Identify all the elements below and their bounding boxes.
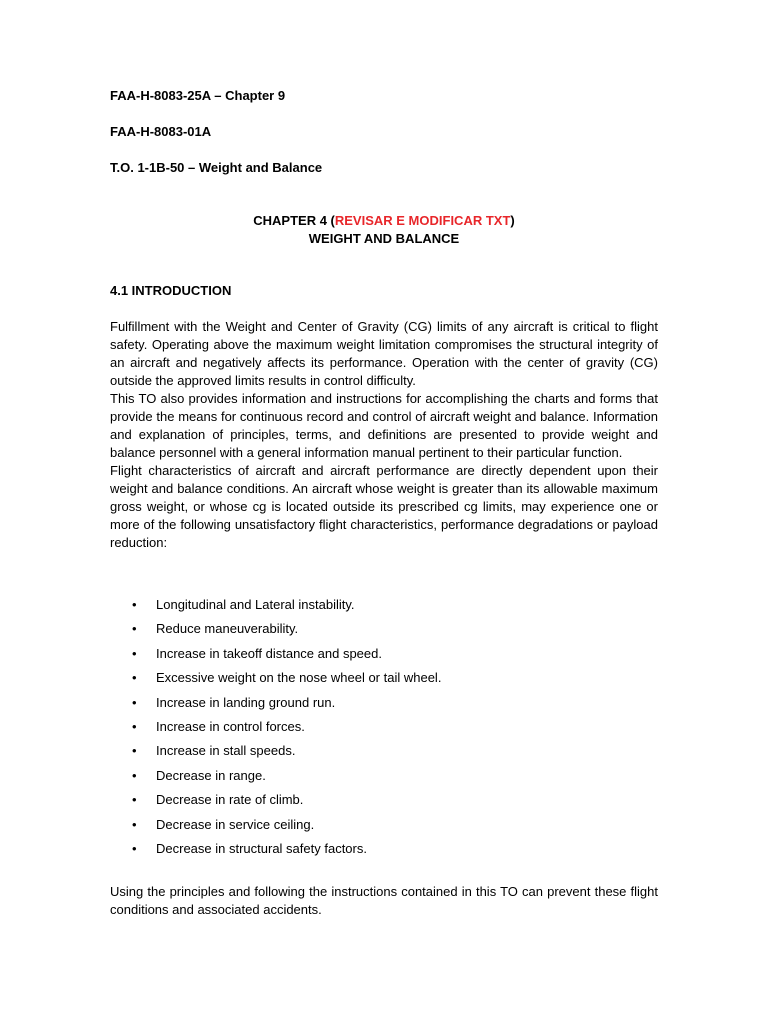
list-item-text: Reduce maneuverability. <box>156 621 299 637</box>
list-item-text: Increase in stall speeds. <box>156 743 296 759</box>
list-item-text: Decrease in structural safety factors. <box>156 840 367 856</box>
paragraph: Fulfillment with the Weight and Center of Gravity (CG) limits of any aircraft is critical to flight safety. Operating above the maximum weight limitation compromises the structural integrity of an aircraft and negatively affects its performance. Operation with the center of gravity (CG) outside the approved limits results in control difficulty. <box>110 319 658 388</box>
list-item-text: Excessive weight on the nose wheel or tail wheel. <box>156 670 442 686</box>
bullet-icon: • <box>132 597 137 612</box>
list-item <box>132 742 441 766</box>
reference-faa-h-8083-25a: FAA-H-8083-25A – Chapter 9 <box>110 88 286 103</box>
list-item-text: Increase in landing ground run. <box>156 694 336 710</box>
list-item <box>132 669 441 693</box>
reference-to-1-1b-50: T.O. 1-1B-50 – Weight and Balance <box>110 160 323 175</box>
list-item-text: Decrease in service ceiling. <box>156 816 315 832</box>
section-title: 4.1 INTRODUCTION <box>110 283 232 298</box>
list-item-text: Decrease in range. <box>156 767 266 783</box>
chapter-heading <box>110 213 658 228</box>
list-item <box>132 816 441 840</box>
paragraph: This TO also provides information and instructions for accomplishing the charts and forms that provide the means for continuous record and control of aircraft weight and balance. Information and explanation of principles, terms, and definitions are presented to provide weight and balance personnel with a general information manual pertinent to their particular function. <box>110 391 658 460</box>
list-item-text: Longitudinal and Lateral instability. <box>156 597 355 612</box>
reference-faa-h-8083-01a: FAA-H-8083-01A <box>110 124 212 139</box>
introduction-body <box>110 318 658 552</box>
bullet-icon: • <box>132 792 137 808</box>
chapter-title: WEIGHT AND BALANCE <box>308 231 460 246</box>
chapter-suffix: ) <box>510 213 515 228</box>
list-item <box>132 840 441 864</box>
bullet-icon: • <box>132 718 137 734</box>
list-item-text: Increase in control forces. <box>156 718 305 734</box>
bullet-icon: • <box>132 694 137 710</box>
bullet-icon: • <box>132 767 137 783</box>
effects-list <box>132 596 441 864</box>
bullet-icon: • <box>132 670 137 686</box>
list-item-text: Decrease in rate of climb. <box>156 792 304 808</box>
list-item <box>132 791 441 815</box>
bullet-icon: • <box>132 621 137 637</box>
bullet-icon: • <box>132 840 137 856</box>
paragraph: Flight characteristics of aircraft and aircraft performance are directly dependent upon their weight and balance conditions. An aircraft whose weight is greater than its allowable maximum gross weight, or whose cg is located outside its prescribed cg limits, may experience one or more of the following unsatisfactory flight characteristics, performance degradations or payload reduction: <box>110 463 658 550</box>
list-item <box>132 767 441 791</box>
list-item <box>132 694 441 718</box>
closing-paragraph: Using the principles and following the instructions contained in this TO can prevent these flight conditions and associated accidents. <box>110 884 658 917</box>
list-item <box>132 718 441 742</box>
bullet-icon: • <box>132 645 137 661</box>
list-item <box>132 645 441 669</box>
list-item <box>132 596 441 620</box>
chapter-revision-note: REVISAR E MODIFICAR TXT <box>334 213 511 228</box>
bullet-icon: • <box>132 743 137 759</box>
chapter-prefix: CHAPTER 4 ( <box>253 213 335 228</box>
list-item-text: Increase in takeoff distance and speed. <box>156 645 382 661</box>
list-item <box>132 620 441 644</box>
bullet-icon: • <box>132 816 137 832</box>
